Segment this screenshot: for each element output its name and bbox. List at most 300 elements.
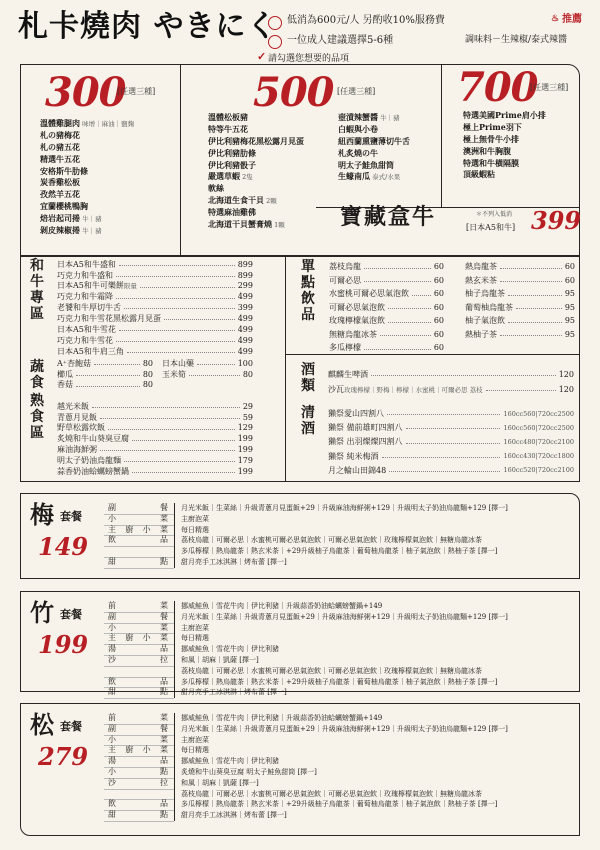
tier-tag: [任選三種] [117, 87, 156, 96]
item-name: 安格斯牛肋條 [40, 166, 88, 176]
price-row [57, 454, 253, 465]
minimum-charge-note: 低消為600元/人 另酌收10%服務費 [287, 15, 445, 26]
item-name: 日本A5和牛雪花 [57, 325, 116, 335]
separator: | [535, 452, 538, 461]
dot-leader [364, 281, 431, 282]
set-row-text: 主廚泡菜 [181, 623, 209, 632]
menu-item [208, 184, 304, 196]
item-price: 95 [564, 289, 575, 299]
item-name: 北海道干貝蟹膏燒 [208, 220, 272, 230]
menu-item [338, 113, 410, 125]
item-name: 生蠔南瓜 [338, 172, 370, 182]
set-row-label: 小 菜 [108, 513, 168, 523]
item-name: 麒麟生啤酒 [328, 369, 368, 379]
item-name: 玫瑰檸檬氣泡飲 [329, 316, 385, 326]
item-price: 60 [564, 262, 575, 272]
menu-item [40, 202, 134, 214]
menu-item [40, 190, 134, 202]
veg-list-left [57, 357, 153, 390]
item-name: 伊比利豬肋條 [208, 148, 256, 158]
set-row-label [108, 666, 168, 677]
set-row-text: 炙燒和牛山葵臭豆腐 明太子鮭魚甜筒 [擇一] [181, 768, 317, 776]
set-row-text: 主廚泡菜 [181, 514, 209, 523]
sake-price-large: 720cc1800 [537, 452, 574, 461]
sake-name: 獺祭 出羽燦燦四割八 [328, 437, 403, 447]
set-row-label: 沙 拉 [108, 777, 168, 787]
price-row [329, 272, 444, 286]
restaurant-logo: 札卡燒肉 やきにく [18, 9, 278, 44]
separator: | [535, 409, 538, 418]
set-row-text: 荔枝烏龍｜可爾必思｜水蜜桃可爾必思氣泡飲｜可爾必思氣泡飲｜玫瑰檸檬氣泡飲｜無糖烏龍冰茶 [181, 789, 482, 798]
set-suffix: 套餐 [60, 720, 82, 733]
set-row-text: 月光米飯｜生菜絲｜升級青蔥月見蛋飯+29｜升級麻油海鮮粥+129｜升級明太子奶油烏龍麵+129 [擇一] [181, 504, 508, 512]
item-price: 179 [237, 456, 253, 466]
price-row [57, 422, 253, 433]
chili-icon: ♨ [551, 14, 560, 24]
set-row-text: 荔枝烏龍｜可爾必思｜水蜜桃可爾必思氣泡飲｜可爾必思氣泡飲｜玫瑰檸檬氣泡飲｜無糖烏龍冰茶 [181, 536, 482, 545]
dot-leader [387, 414, 500, 415]
set-row-label: 飲 品 [108, 676, 168, 686]
item-name: 日本A5和牛肩三角 [57, 346, 124, 356]
dot-leader [364, 268, 431, 269]
item-name: 水蜜桃可爾必思氣泡飲 [329, 289, 409, 299]
item-name: 伊比利豬骰子 [208, 160, 256, 170]
tier-tag: [任選三種] [530, 83, 569, 92]
item-name: 蒜香奶油蛤蠣螃蟹鍋 [57, 467, 129, 477]
dot-leader [197, 364, 235, 365]
drinks-list-right [465, 258, 575, 339]
item-name: 巧克力和牛雪花黑松露月見蛋 [57, 314, 161, 324]
item-name: 櫛瓜 [57, 369, 73, 379]
set-row-label: 主廚小菜 [108, 524, 168, 534]
menu-item [40, 155, 134, 167]
price-row [465, 312, 575, 326]
sake-price-large: 720cc2100 [537, 438, 574, 447]
item-name: 嚴選草蝦 [208, 172, 240, 182]
dot-leader [116, 341, 235, 342]
item-price: 59 [242, 412, 253, 422]
price-row [57, 291, 253, 302]
veg-list-right [162, 357, 253, 379]
item-price: 899 [237, 270, 253, 280]
set-row-label: 副 餐 [108, 723, 168, 733]
menu-item [338, 172, 410, 184]
suggestion-note: 一位成人建議選擇5-6種 [287, 35, 394, 46]
treasure-box-sub: [日本A5和牛] [466, 223, 516, 232]
menu-item [40, 131, 134, 143]
sake-row [328, 461, 574, 475]
item-name: 炭香雞松板 [40, 178, 80, 188]
item-name: 紐西蘭熏鹽薄切牛舌 [338, 136, 410, 146]
item-option: 牛｜豬 [80, 227, 102, 236]
dot-leader [382, 457, 501, 458]
item-name: 熱玄米茶 [465, 275, 497, 285]
item-name: 老饕和牛厚切牛舌 [57, 303, 121, 313]
item-name: 明太子奶油烏龍麵 [57, 456, 121, 466]
item-name: 無糖烏龍冰茶 [329, 329, 377, 339]
item-name: 野草松露炊飯 [57, 423, 105, 433]
dot-leader [76, 386, 140, 387]
item-price: 499 [237, 325, 253, 335]
dot-leader [406, 443, 501, 444]
treasure-box-note: ＊不列入低消 [476, 211, 513, 218]
veg-section-label: 蔬食 [30, 359, 44, 391]
set-row-text: 月光米飯｜生菜絲｜升級青蔥月見蛋飯+29｜升級麻油海鮮粥+129｜升級明太子奶油烏龍麵+129 [擇一] [181, 612, 508, 621]
price-row [162, 368, 253, 379]
tier-500-list-right [338, 113, 410, 184]
item-name: 柚子烏龍茶 [465, 289, 505, 299]
dot-leader [164, 319, 235, 320]
item-name: 精選牛五花 [40, 154, 80, 164]
dot-leader [389, 471, 500, 472]
checkbox-icon [268, 16, 282, 30]
set-row-label: 主廚小菜 [108, 633, 168, 643]
item-option: 限量 [123, 282, 137, 291]
set-row-label: 湯 品 [108, 756, 168, 766]
item-price: 80 [142, 358, 153, 368]
item-price: 60 [433, 343, 444, 353]
menu-item [338, 125, 410, 137]
item-price: 95 [564, 329, 575, 339]
set-suffix: 套餐 [60, 510, 82, 523]
item-name: 特選美國Prime肩小排 [463, 111, 546, 120]
price-row [329, 285, 444, 299]
treasure-box-price: 399 [531, 206, 582, 235]
menu-item [463, 123, 546, 135]
set-row-text: 和風｜胡麻｜凱薩 [擇一] [181, 778, 259, 787]
drinks-list-left [329, 258, 444, 353]
sake-row [328, 432, 574, 446]
set-price: 279 [38, 742, 89, 771]
item-price: 100 [237, 358, 253, 368]
menu-item [463, 111, 546, 123]
item-name: 青蔥月見飯 [57, 412, 97, 422]
item-name: 巧克力和牛雪花 [57, 335, 113, 345]
item-name: 玉米筍 [162, 369, 186, 379]
set-row-label: 湯 品 [108, 644, 168, 654]
set-row-text: 甜月亮手工冰淇淋｜烤布蕾 [擇一] [181, 811, 287, 820]
price-row [465, 272, 575, 286]
sake-section-label: 清酒 [301, 405, 315, 437]
item-price: 120 [558, 384, 574, 394]
item-price: 199 [237, 467, 253, 477]
price-row [329, 339, 444, 353]
item-name: 澳洲和牛胸腹 [463, 146, 511, 156]
dot-leader [116, 298, 235, 299]
item-price: 120 [558, 369, 574, 379]
item-price: 60 [433, 275, 444, 285]
tier-price-500: 500 [253, 69, 334, 116]
dot-leader [364, 349, 431, 350]
item-name: 香菇 [57, 380, 73, 390]
menu-item [208, 125, 304, 137]
set-row-label [108, 546, 168, 557]
dot-leader [500, 268, 562, 269]
dot-leader [124, 461, 235, 462]
dot-leader [516, 308, 562, 309]
dot-leader [412, 295, 431, 296]
menu-item [208, 161, 304, 173]
tier-tag: [任選三種] [337, 87, 376, 96]
item-price: 29 [242, 401, 253, 411]
item-price: 60 [433, 289, 444, 299]
price-row [57, 280, 253, 291]
check-icon: ✓ [257, 50, 267, 63]
item-option: 牛｜豬 [378, 114, 400, 122]
set-row-text: 挪威鮭魚｜雪花牛肉｜伊比利豬｜升級蒜香奶油蛤蠣螃蟹鍋+149 [181, 714, 383, 722]
dot-leader [124, 308, 235, 309]
item-name: 特選麻油雞佛 [208, 208, 256, 218]
price-row [57, 269, 253, 280]
menu-item [208, 208, 304, 220]
wagyu-list [57, 258, 253, 356]
set-row-label: 飲 品 [108, 799, 168, 809]
price-row [328, 379, 574, 394]
price-row [329, 312, 444, 326]
dot-leader [76, 375, 140, 376]
set-name: 梅 [30, 500, 54, 529]
menu-item [40, 214, 134, 226]
menu-item [40, 226, 134, 238]
sake-name: 獺祭 備前雄町四割八 [328, 423, 403, 433]
item-name: 特等牛五花 [208, 124, 248, 134]
set-row-text: 和風｜胡麻｜凱薩 [擇一] [181, 656, 259, 664]
item-name: 伊比利豬梅花黑松露月見蛋 [208, 136, 304, 146]
item-option: 味增｜麻油｜鹽麴 [80, 120, 135, 128]
sake-name: 獺祭愛山四割八 [328, 409, 384, 418]
item-price: 80 [142, 380, 153, 390]
menu-item [463, 147, 546, 159]
dot-leader [119, 330, 235, 331]
item-name: 葡萄柚烏龍茶 [465, 302, 513, 312]
checkbox-icon [268, 35, 282, 49]
set-row-text: 甜月亮手工冰淇淋｜烤布蕾 [擇一] [181, 688, 287, 697]
price-row [465, 285, 575, 299]
price-row [57, 312, 253, 323]
set-row-text: 挪威鮭魚｜雪花牛肉｜伊比利豬｜升級蒜香奶油蛤蠣螃蟹鍋+149 [181, 602, 383, 610]
price-row [57, 400, 253, 411]
item-name: 極上無骨牛小排 [463, 134, 519, 144]
wagyu-section-label: 和牛專區 [30, 258, 44, 322]
dot-leader [94, 364, 140, 365]
price-row [57, 444, 253, 455]
item-name: A⁺杏鮑菇 [57, 358, 91, 368]
item-name: 溫體松板豬 [208, 113, 248, 122]
item-name: 越光米飯 [57, 401, 89, 411]
price-row [57, 433, 253, 444]
item-name: 宜蘭櫻桃鴨胸 [40, 202, 88, 212]
set-row-label: 甜 點 [108, 810, 168, 820]
set-row-text: 挪威鮭魚｜雪花牛肉｜伊比利豬 [181, 757, 279, 766]
set-row-text: 月光米飯｜生菜絲｜升級青蔥月見蛋飯+29｜升級麻油海鮮粥+129｜升級明太子奶油烏龍麵+129 [擇一] [181, 724, 508, 733]
price-row [465, 299, 575, 313]
dot-leader [508, 295, 562, 296]
set-row-label: 副 餐 [108, 503, 168, 512]
sake-price-large: 720cc2500 [537, 423, 574, 432]
item-option: 牛｜豬 [80, 215, 102, 224]
set-row-label: 前 菜 [108, 713, 168, 722]
set-row-label: 飲 品 [108, 535, 168, 545]
item-price: 80 [242, 369, 253, 379]
dot-leader [100, 450, 235, 451]
set-name: 竹 [30, 598, 54, 627]
item-price: 95 [564, 316, 575, 326]
treasure-box-title: 寶藏盒牛 [340, 204, 437, 230]
item-name: 炙燒和牛山葵臭豆腐 [57, 434, 129, 444]
item-price: 199 [237, 434, 253, 444]
item-price: 299 [237, 281, 253, 291]
item-name: 剝皮辣椒捲 [40, 226, 80, 236]
cooked-section-label: 熟食區 [30, 393, 44, 441]
menu-item [208, 113, 304, 125]
dot-leader [500, 335, 562, 336]
set-row-label: 甜 點 [108, 557, 168, 566]
menu-item [338, 161, 410, 173]
menu-item [463, 159, 546, 171]
sake-name: 月之輪山田錦48 [328, 465, 387, 475]
dot-leader [371, 375, 556, 376]
price-row [57, 258, 253, 269]
sake-list [328, 404, 574, 475]
item-option: 2顆 [264, 197, 277, 206]
price-row [329, 326, 444, 340]
item-name: 多瓜檸檬 [329, 343, 361, 353]
item-name: 札の豬梅花 [40, 130, 80, 140]
sake-row [328, 447, 574, 461]
sake-price-small: 160cc560 [503, 409, 536, 418]
item-price: 60 [564, 275, 575, 285]
set-row-text: 多瓜檸檬｜熱烏龍茶｜熱玄米茶｜+29升級柚子烏龍茶｜葡萄柚烏龍茶｜柚子氣泡飲｜熱柚子茶 [擇一] [181, 547, 498, 556]
item-price: 60 [433, 262, 444, 272]
set-row-text: 荔枝烏龍｜可爾必思｜水蜜桃可爾必思氣泡飲｜可爾必思氣泡飲｜玫瑰檸檬氣泡飲｜無糖烏龍冰茶 [181, 666, 482, 675]
tier-price-300: 300 [45, 69, 126, 116]
price-row [57, 411, 253, 422]
row-line [104, 698, 174, 699]
tier-price-700: 700 [457, 64, 538, 111]
dot-leader [486, 390, 556, 391]
price-row [162, 357, 253, 368]
item-name: 北海道生食干貝 [208, 196, 264, 206]
dot-leader [140, 287, 235, 288]
item-price: 80 [142, 369, 153, 379]
item-name: 札の豬五花 [40, 142, 80, 152]
item-name: 明太子鮭魚甜筒 [338, 160, 394, 170]
dot-leader [189, 375, 240, 376]
item-price: 129 [237, 423, 253, 433]
item-name: 軟絲 [208, 184, 224, 194]
dot-leader [406, 428, 501, 429]
item-price: 60 [433, 329, 444, 339]
tier-500-list-left [208, 113, 304, 232]
set-row-text: 多瓜檸檬｜熱烏龍茶｜熱玄米茶｜+29升級柚子烏龍茶｜葡萄柚烏龍茶｜柚子氣泡飲｜熱柚子茶 [擇一] [181, 677, 498, 686]
dot-leader [127, 352, 235, 353]
menu-item [338, 149, 410, 161]
item-option: 泰式/水果 [370, 173, 401, 182]
row-line [104, 821, 174, 822]
set-row-text: 每日精選 [181, 746, 209, 755]
sake-row [328, 404, 574, 418]
dot-leader [388, 322, 431, 323]
price-row [329, 258, 444, 272]
set-row-text: 主廚泡菜 [181, 735, 209, 744]
sake-price-large: 720cc2500 [537, 409, 574, 418]
alcohol-section-label: 酒類 [301, 362, 315, 394]
item-option: 2隻 [240, 173, 253, 182]
separator: | [535, 423, 538, 432]
item-name: 溫體雞腿肉 [40, 119, 80, 128]
item-name: 麻油海鮮粥 [57, 445, 97, 455]
recommend-label: 推薦 [562, 14, 582, 25]
item-name: 焙岩起司捲 [40, 214, 80, 224]
set-suffix: 套餐 [60, 608, 82, 621]
set-name: 松 [30, 710, 54, 739]
menu-item [40, 119, 134, 131]
price-row [57, 323, 253, 334]
tier-300-list [40, 119, 134, 238]
instruction-text: 請勾選您想要的品項 [268, 54, 350, 64]
menu-item [40, 167, 134, 179]
item-name: 白蝦與小卷 [338, 124, 378, 134]
item-option: 玫瑰檸檬｜野梅｜檸檬｜水蜜桃｜可爾必思 荔枝 [344, 385, 483, 394]
price-row [57, 334, 253, 345]
set-price: 199 [38, 630, 89, 659]
item-name: 沙瓦 [328, 384, 344, 394]
item-name: 特選和牛橫隔膜 [463, 158, 519, 168]
set-row-label [108, 789, 168, 800]
set-row-label: 甜 點 [108, 687, 168, 697]
dot-leader [508, 322, 562, 323]
dot-leader [132, 472, 235, 473]
item-price: 60 [433, 316, 444, 326]
item-name: 巧克力和牛霜降 [57, 292, 113, 302]
price-row [328, 364, 574, 379]
dot-leader [116, 276, 235, 277]
menu-item [208, 196, 304, 208]
item-name: 可爾必思氣泡飲 [329, 302, 385, 312]
condiment-note: 調味料－生辣椒/泰式辣醬 [465, 35, 568, 45]
menu-item [338, 137, 410, 149]
item-name: 荔枝烏龍 [329, 262, 361, 272]
dot-leader [388, 308, 431, 309]
row-line [104, 568, 174, 569]
price-row [465, 326, 575, 340]
price-row [57, 368, 153, 379]
item-name: 壺漬辣蟹醬 [338, 113, 378, 122]
item-name: 孜然羊五花 [40, 190, 80, 200]
set-divider [174, 601, 175, 698]
menu-item [40, 178, 134, 190]
dot-leader [380, 335, 431, 336]
menu-item [208, 172, 304, 184]
price-row [57, 302, 253, 313]
menu-item [463, 135, 546, 147]
set-row-label: 小 菜 [108, 622, 168, 632]
price-row [329, 299, 444, 313]
sake-price-small: 160cc430 [503, 452, 536, 461]
price-row [57, 379, 153, 390]
dot-leader [500, 281, 562, 282]
item-price: 399 [237, 303, 253, 313]
set-row-label: 主廚小菜 [108, 745, 168, 755]
dot-leader [108, 429, 235, 430]
price-row [465, 258, 575, 272]
menu-item [208, 149, 304, 161]
item-name: 極上Prime羽下 [463, 122, 522, 132]
item-name: 巧克力和牛盛和 [57, 270, 113, 280]
item-name: 熱烏龍茶 [465, 262, 497, 272]
price-row [57, 345, 253, 356]
item-name: 熱柚子茶 [465, 329, 497, 339]
